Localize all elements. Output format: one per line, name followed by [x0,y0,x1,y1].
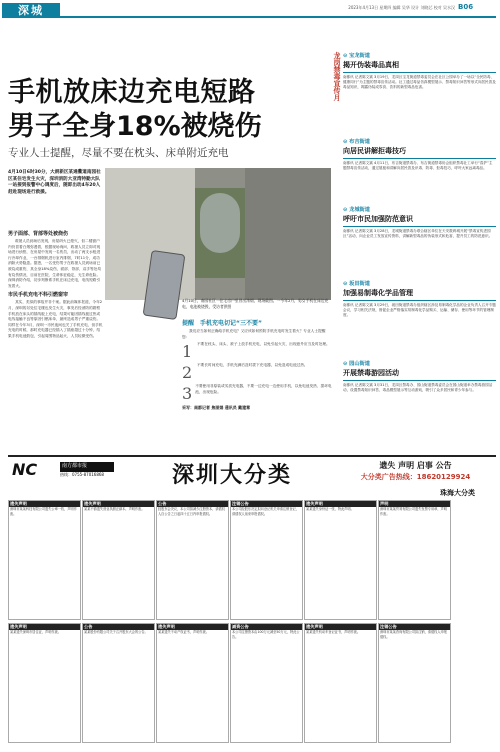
sidebar-body: 南都讯 记者陈文斌 3月31日，龙岗区禁毒办、园山街道禁毒委员会在园山街道举办禁毒游园活动，设置禁毒知识问答、毒品模型展示等互动游戏，吸引了众多居民和青少年参与。 [343,383,493,393]
classified-ad-head: 减资公告 [231,624,302,630]
classified-ad-head: 公告 [83,624,154,630]
classified-ad-text: 某某遗失深圳市居住证，声明作废。 [10,630,61,634]
classified-ad [304,500,377,620]
classified-ad-head: 遗失声明 [305,624,376,630]
sidebar-body: 南都讯 记者陈文斌 4月11日，布吉街道禁毒办、布吉街道禁毒协会组织禁毒社工举行“春护”主题禁毒宣传活动，通过展板和讲解向居民普及识毒、防毒、拒毒技巧，呼吁大家远离毒品。 [343,161,493,171]
header-rule [60,16,496,18]
section-tab: 深城 [2,3,60,18]
classified-ad-head: 声明 [379,501,450,507]
tip-number: 1 [182,342,193,362]
sidebar-body: 南都讯 记者陈文斌 3月28日，龙城街道禁毒办联合辖区单位在天安数码城开展“禁毒宣传进园区”活动，向企业员工发放宣传资料，讲解新型毒品的伪装形式和危害，提升员工的防范意识。 [343,229,493,239]
sidebar-title: 开展禁毒游园活动 [343,369,399,377]
subheadline: 专业人士提醒，尽量不要在枕头、床单附近充电 [8,147,229,159]
section-heading: 市民手机充电不科引燃窗帘 [8,292,69,299]
tip-text: 不要长时间充电，手机充满后及时拔下充电器，以免造成电池过热。 [197,363,308,368]
classified-categories: 遗失 声明 启事 公告 [379,461,452,470]
newspaper-logo-sub: 南方都市报 [60,462,114,472]
classified-ad-head: 遗失声明 [305,501,376,507]
sidebar-title: 呼吁市民加强防范意识 [343,215,413,223]
classified-ad [82,623,155,743]
classified-ad [8,500,81,620]
sidebar-item [343,360,496,393]
byline: 采写：南都记者 焦丽娟 通讯员 戴建章 [182,405,251,411]
classified-ad-text: 某某遗失机动车登记证书，声明作废。 [306,630,361,634]
headline-line-1: 手机放床边充电短路 [8,77,256,108]
page-number: B06 [458,3,474,11]
classified-ad-text: 深圳市某某贸易有限公司遗失发票专用章，声明作废。 [380,507,447,516]
sidebar-body: 南都讯 记者陈文斌 3月19日，龙岗区宝龙街道禁毒委员会在社区公园举办了一场以“全民防毒、健康同行”为主题的禁毒宣传活动。社工通过毒品仿真模型展示、禁毒知识问答等形式向居民普及毒品知识，揭露伪装成零食、饮料的新型毒品危害。 [343,75,496,90]
side-column-title: 龙岗禁毒宣传月 [333,52,341,101]
classified-ad-text: 某某遗失身份证一张，特此声明。 [306,507,354,511]
classified-ad-text: 某某不慎遗失营业执照正副本，声明作废。 [84,507,145,511]
classified-ad [156,623,229,743]
classified-ad-text: 某某股份有限公司关于召开股东大会的公告。 [84,630,148,634]
section-paragraph: 救援人员到场后发现，房屋码火已熄灭，但二楼窗户内仍冒着白烟弥漫着，根据现场询问，救援人员立即对现场进行侦察，在房屋中发现一名伤员，出动了两支水枪进行冷却作业，一台排烟机进行室内排烟，7时11分，成功消除火势隐患。据悉，一名受伤男子在救援人员到场前已被烧成重伤，其全身18%烧伤，面部、背部、双手等处均有烧伤情况，目前在医院，生命体征稳定，无生命危险。深圳消防介绍，初步判断系手机在床边充电，电线短路引发着火。 [8,239,102,288]
classified-ad-text: 深圳市某某咨询有限公司拟注销，请债权人申报债权。 [380,630,447,639]
classified-title: 深圳大分类 [172,463,293,488]
classified-ad-head: 注销公告 [379,624,450,630]
sidebar-location: ⊙ 布吉街道 [343,139,370,145]
classified-ad-head: 遗失声明 [9,501,80,507]
issue-line: 2023年4月13日 星期四 编辑 吴华 设计 刘晓芯 校对 吴水汉 [348,5,455,10]
classified-ad-head: 遗失声明 [83,501,154,507]
sidebar-location: ⊙ 园山街道 [343,361,370,367]
classified-ad [378,500,451,620]
sidebar-item [343,206,496,239]
classified-ad-text: 经股东会决议，本公司拟减少注册资本，请债权人自公告之日起四十五日内申报债权。 [158,507,225,516]
headline-line-2: 男子全身18%被烧伤 [8,111,262,142]
classified-hotline: 大分类广告热线：18620129924 [360,473,471,481]
classified-ad-head: 注销公告 [231,501,302,507]
section-paragraph: 其实，类似的事故并非个案。据此前媒体报道，今年2月，深圳的另处住宅楼也发生火灾，事发后经消防的勘察手机放在床头的插线板上充电，结果可能因插线板过热或电线接触不良等原因引燃床单，最终造成男子严重烧伤。同样在今年3月，深圳一市民夜间也关了手机充电，但手机充电的时候，那时充电器已经插入了插座超过十分钟，结果手机电池鼓包，引起周围物品起火，人员轻微受伤。 [8,300,103,338]
zhuhai-classified-title: 珠海大分类 [440,489,475,497]
sidebar-item [343,280,496,319]
newspaper-logo: NC [12,460,38,479]
sidebar-title: 揭开伪装毒品真相 [343,61,399,69]
fire-photo [105,168,331,300]
classified-ad [378,623,451,743]
ad-hotline: 热线：0755-87016868 [60,472,104,477]
classified-ad-text: 本公司经股东决定拟向登记机关申请注销登记，请债权人前来申报债权。 [232,507,299,516]
classified-ad [156,500,229,620]
classified-ad [82,500,155,620]
sidebar-body: 南都讯 记者陈文斌 3月29日，坂田街道禁毒办组织辖区涉及易制毒化学品的企业负责人召开专题会议，学习相关法规，督促企业严格落实易制毒化学品购买、运输、储存、使用等环节的管理制度。 [343,303,496,318]
tips-intro: 我们应当如何正确给手机充电？又应该如何预防手机充电时发生着火？专业人士提醒您： [182,329,326,339]
classified-ad-text: 本公司注册资本由100万元减至50万元，特此公告。 [232,630,300,639]
tips-title: 提醒 手机充电切记“三不要” [182,320,262,327]
classified-ad-text: 某某遗失不动产权证书，声明作废。 [158,630,209,634]
classified-ad [230,623,303,743]
classified-ad-head: 公告 [157,501,228,507]
lede-paragraph: 4月10日6时30分，大朗新区某通衢道南园社区某住宅发生火灾，深圳消防大亚湾特勤大队一站接到报警中心调度后，随即出动4车20人赶赴现场进行救援。 [8,170,101,195]
classified-ad-head: 遗失声明 [9,624,80,630]
classified-ad [8,623,81,743]
sidebar-location: ⊙ 龙城街道 [343,207,370,213]
classified-ad [304,623,377,743]
tips-column [182,318,332,411]
sidebar-title: 加强易制毒化学品管理 [343,289,413,297]
sidebar-location: ⊙ 坂田街道 [343,281,370,287]
tip-text: 不要在枕头、床头、被子上放手机充电，以免引起火灾，出现意外应当及时处理。 [197,342,330,347]
sidebar-item [343,52,496,91]
classified-ad-text: 深圳市某某科技有限公司遗失公章一枚，声明作废。 [10,507,77,516]
photo-caption: 4月10日，南园社区一住宅房户里冒出浓烟，现场截图。一今年2月，男女手机在床边充电，电池被烧毁，受访者供图 [182,298,329,309]
sidebar-title: 向居民讲解拒毒技巧 [343,147,406,155]
section-heading: 男子面部、背部等处被烧伤 [8,231,69,237]
sidebar-location: ⊙ 宝龙街道 [343,53,370,59]
classified-ad-head: 遗失声明 [157,624,228,630]
sidebar-item [343,138,496,171]
tip-number: 2 [182,363,193,383]
classified-ad [230,500,303,620]
tip-text: 不要使用非原装或劣质充电器，不要一边充电一边使用手机，以免电池发热、损坏电池，出现危险。 [195,384,332,394]
tip-number: 3 [182,384,193,404]
article-column-left [8,228,103,340]
